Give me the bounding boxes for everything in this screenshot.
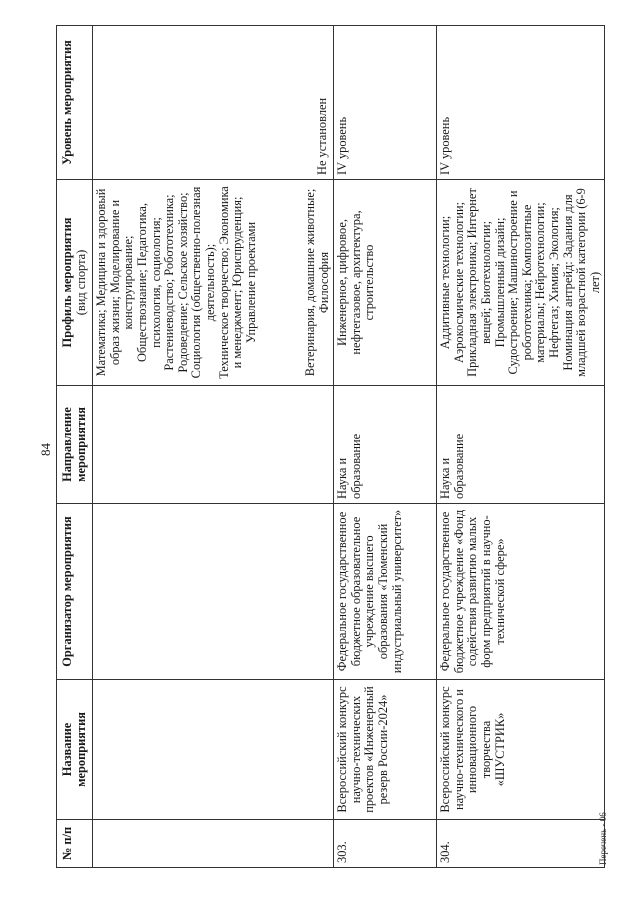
cell-profile <box>437 180 605 386</box>
table-row <box>93 26 334 868</box>
cell-organizer: Федеральное государственное бюджетное учреждение «Фонд содействия развитию малых форм предприятий в научно-технической сфере» <box>437 504 605 680</box>
cell-direction: Наука и образование <box>334 386 437 504</box>
cell-organizer <box>93 504 334 680</box>
header-level: Уровень мероприятия <box>57 26 93 180</box>
header-profile-label: Профиль мероприятия <box>60 217 74 348</box>
cell-num <box>93 820 334 868</box>
profile-line: Судостроение; Машиностроение и робототехника; Композитные материалы; Нейротехнологии; Нефтегаз; Химия; Экология; Номинация антрейд: Задания для младшей возрастной категории (6-9 лет) <box>506 188 602 377</box>
profile-line: Математика; Медицина и здоровый образ жизни; Моделирование и конструирование; <box>94 188 136 377</box>
header-profile <box>57 180 93 386</box>
cell-direction: Наука и образование <box>437 386 605 504</box>
profile-line: Инженерное, цифровое, нефтегазовое, архитектура, строительство <box>335 210 377 355</box>
table-row <box>334 26 437 868</box>
level-value: Не установлен <box>314 97 329 175</box>
cell-direction <box>93 386 334 504</box>
footer-note: Перечень - 06 <box>598 812 608 865</box>
profile-line: Аддитивные технологии; Аэрокосмические технологии; Прикладная электроника; Интернет вещей; Биотехнологии; Промышленный дизайн; <box>438 188 507 377</box>
profile-line: Растениеводство; Робототехника; Родоведение; Сельское хозяйство; Социология (общественно-полезная деятельность); <box>162 186 217 379</box>
cell-organizer: Федеральное государственное бюджетное образовательное учреждение высшего образования «Тюменский индустриальный университет» <box>334 504 437 680</box>
header-direction: Направление мероприятия <box>57 386 93 504</box>
events-table <box>56 25 605 868</box>
cell-profile <box>93 180 334 386</box>
profile-bottom-line: Ветеринария, домашние животные; Философия <box>303 188 331 377</box>
cell-level: IV уровень <box>437 26 605 180</box>
cell-num: 303. <box>334 820 437 868</box>
page-number: 84 <box>38 443 53 456</box>
cell-num: 304. <box>437 820 605 868</box>
header-profile-sub: (вид спорта) <box>73 249 88 316</box>
profile-line: Техническое творчество; Экономика и менеджмент; Юриспруденция; Управление проектами <box>216 186 258 379</box>
table-header-row <box>57 26 93 868</box>
table-row <box>437 26 605 868</box>
cell-level <box>93 26 334 180</box>
cell-name: Всероссийский конкурс научно-технических проектов «Инженерный резерв России-2024» <box>334 680 437 820</box>
cell-profile <box>334 180 437 386</box>
cell-name: Всероссийский конкурс научно-технического и инновационного творчества «ШУСТРИК» <box>437 680 605 820</box>
cell-level: IV уровень <box>334 26 437 180</box>
header-organizer: Организатор мероприятия <box>57 504 93 680</box>
header-num: № п/п <box>57 820 93 868</box>
profile-line: Обществознание; Педагогика, психология, социология; <box>134 203 163 363</box>
header-name: Название мероприятия <box>57 680 93 820</box>
cell-name <box>93 680 334 820</box>
